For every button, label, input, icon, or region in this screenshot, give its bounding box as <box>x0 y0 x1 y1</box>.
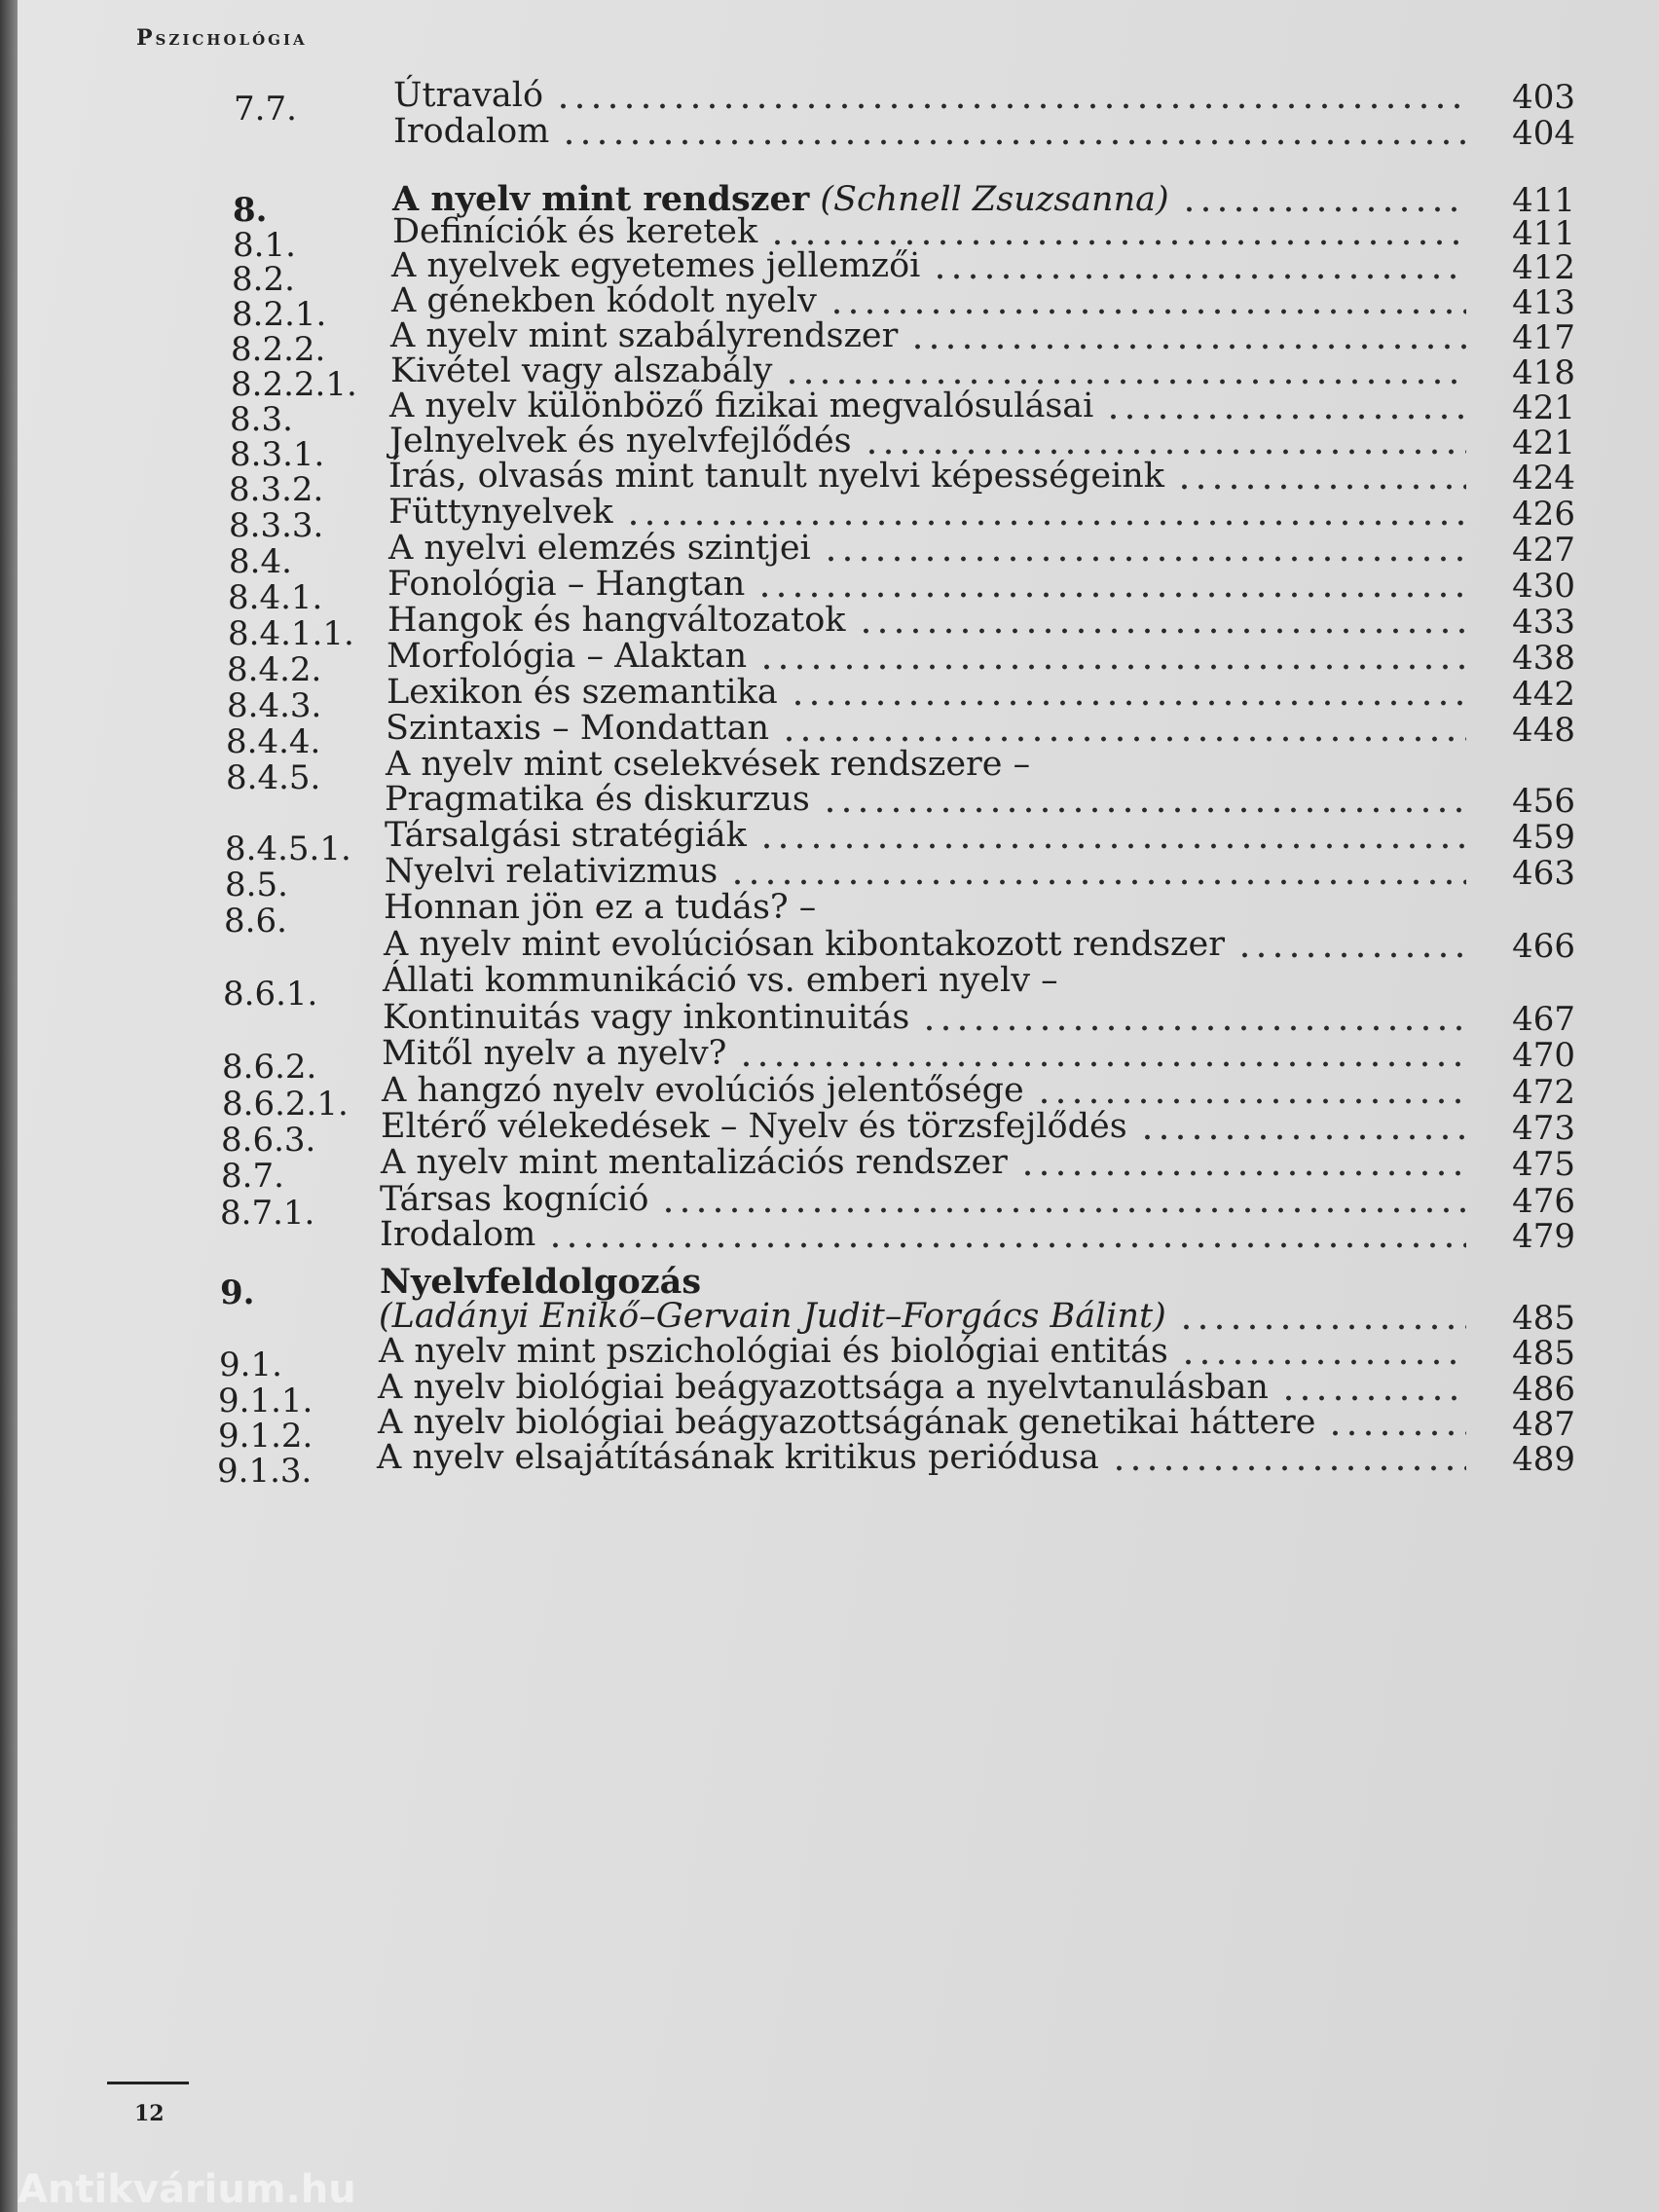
toc-entry-page: 485 <box>1512 1299 1575 1338</box>
toc-entry-title-text: Társas kogníció <box>380 1180 649 1219</box>
toc-entry-title <box>391 281 817 320</box>
toc-leader-dots <box>829 309 1466 314</box>
toc-leader-dots <box>1139 1134 1466 1140</box>
toc-entry-title-text: A génekben kódolt nyelv <box>391 281 817 320</box>
toc-entry-page: 417 <box>1512 318 1575 357</box>
toc-leader-dots <box>1280 1395 1466 1401</box>
toc-entry-page: 403 <box>1512 78 1575 117</box>
toc-entry-title <box>383 961 1058 1000</box>
toc-entry-page: 472 <box>1512 1073 1575 1112</box>
toc-entry-title <box>387 673 778 712</box>
toc-leader-dots <box>1176 484 1466 490</box>
toc-entry-title <box>387 637 747 676</box>
toc-entry-title-text: Állati kommunikáció vs. emberi nyelv – <box>383 961 1058 1000</box>
toc-leader-dots <box>1111 1465 1466 1471</box>
toc-entry-title-text: Lexikon és szemantika <box>387 673 778 712</box>
toc-entry-page: 404 <box>1512 114 1575 153</box>
toc-entry-title-text: Definíciók és keretek <box>392 212 758 251</box>
toc-entry-page: 411 <box>1512 214 1575 253</box>
toc-leader-dots <box>1036 1098 1466 1104</box>
toc-leader-dots <box>921 1025 1466 1031</box>
toc-entry-title <box>386 745 1030 784</box>
toc-entry-number: 8.6.2.1. <box>222 1085 349 1124</box>
toc-entry-title-text: Mitől nyelv a nyelv? <box>382 1034 727 1073</box>
toc-entry-title <box>380 1180 648 1219</box>
table-of-contents <box>18 0 1659 2212</box>
toc-entry-page: 424 <box>1512 459 1575 498</box>
toc-entry-title <box>382 1034 726 1073</box>
toc-entry-title <box>391 246 920 285</box>
toc-entry-title-text: A nyelv biológiai beágyazottságának genetikai háttere <box>378 1403 1316 1442</box>
toc-entry-number: 8.2.2. <box>231 330 326 369</box>
toc-leader-dots <box>547 1242 1466 1248</box>
toc-entry-number: 8.7.1. <box>220 1194 315 1233</box>
toc-leader-dots <box>1019 1170 1466 1176</box>
watermark: Antikvárium.hu <box>18 2167 356 2212</box>
toc-entry-title <box>378 1368 1269 1407</box>
toc-entry-number: 8.1. <box>233 226 296 265</box>
toc-leader-dots <box>561 139 1466 145</box>
toc-entry-page: 466 <box>1512 927 1575 966</box>
toc-entry-title <box>384 925 1225 964</box>
toc-entry-number: 8.4.5. <box>226 758 321 797</box>
toc-leader-dots <box>729 879 1466 885</box>
toc-entry-number: 8.6. <box>224 902 287 940</box>
toc-entry-page: 411 <box>1512 181 1575 220</box>
toc-entry-title-text: Nyelvfeldolgozás <box>380 1262 702 1302</box>
toc-entry-number: 8.7. <box>221 1157 284 1196</box>
toc-entry-title-text: A nyelv mint evolúciósan kibontakozott rendszer <box>384 925 1225 964</box>
toc-entry-page: 438 <box>1512 639 1575 678</box>
toc-entry-page: 442 <box>1512 675 1575 714</box>
toc-entry-page: 485 <box>1512 1334 1575 1373</box>
toc-leader-dots <box>823 556 1466 562</box>
toc-entry-page: 489 <box>1512 1440 1575 1479</box>
toc-entry-title-text: Irodalom <box>393 112 550 151</box>
toc-entry-number: 8.4.1. <box>228 578 323 617</box>
toc-entry-number: 9.1.3. <box>217 1452 313 1491</box>
toc-entry-number: 7.7. <box>234 90 297 129</box>
toc-entry-author: (Schnell Zsuzsanna) <box>809 180 1169 219</box>
toc-entry-number: 8.3.3. <box>229 506 324 545</box>
toc-entry-title-text: Morfológia – Alaktan <box>387 637 748 676</box>
toc-entry-page: 427 <box>1512 531 1575 570</box>
toc-entry-page: 467 <box>1512 1000 1575 1039</box>
toc-leader-dots <box>555 103 1466 109</box>
toc-entry-title-text: A nyelv különböző fizikai megvalósulásai <box>389 387 1094 425</box>
toc-entry-title-text: Jelnyelvek és nyelvfejlődés <box>389 422 852 461</box>
toc-entry-page: 448 <box>1512 711 1575 750</box>
toc-entry-title-text: Honnan jön ez a tudás? – <box>384 888 817 927</box>
toc-leader-dots <box>784 379 1466 385</box>
toc-entry-number: 8.4.5.1. <box>225 830 351 868</box>
toc-entry-page: 430 <box>1512 567 1575 606</box>
toc-leader-dots <box>1105 414 1466 420</box>
toc-entry-title-text: A hangzó nyelv evolúciós jelentősége <box>382 1071 1024 1110</box>
toc-leader-dots <box>756 592 1466 598</box>
running-head: Pszichológia <box>136 25 308 51</box>
toc-entry-title <box>388 529 811 568</box>
toc-entry-title-text: A nyelv mint mentalizációs rendszer <box>381 1143 1008 1182</box>
toc-entry-title <box>382 1071 1024 1110</box>
toc-entry-number: 9. <box>220 1273 255 1312</box>
toc-entry-title-text: Eltérő vélekedések – Nyelv és törzsfejlődés <box>381 1107 1127 1146</box>
toc-entry-title <box>386 709 769 748</box>
toc-entry-title-text: Szintaxis – Mondattan <box>386 709 769 748</box>
toc-entry-title <box>389 422 852 461</box>
page-number: 12 <box>134 2101 165 2126</box>
toc-entry-number: 8.4.1.1. <box>228 614 354 653</box>
toc-entry-title <box>380 1215 535 1254</box>
toc-entry-title-text: Írás, olvasás mint tanult nyelvi képességeink <box>388 457 1165 496</box>
toc-entry-page: 426 <box>1512 495 1575 534</box>
page-edge-shadow <box>0 0 18 2212</box>
toc-entry-number: 8.3. <box>230 400 293 439</box>
toc-entry-title <box>383 998 909 1037</box>
toc-entry-page: 473 <box>1512 1109 1575 1148</box>
toc-entry-author: (Ladányi Enikő–Gervain Judit–Forgács Bálint) <box>379 1297 1166 1336</box>
toc-entry-title-text: A nyelv mint rendszer <box>392 179 810 219</box>
toc-entry <box>18 112 1659 159</box>
toc-leader-dots <box>932 274 1466 279</box>
toc-entry-page: 413 <box>1512 283 1575 322</box>
book-page <box>18 0 1659 2212</box>
toc-leader-dots <box>769 240 1466 245</box>
toc-entry-page: 433 <box>1512 603 1575 642</box>
toc-leader-dots <box>1236 952 1466 958</box>
toc-entry-title <box>385 780 810 819</box>
toc-entry-number: 8.3.1. <box>230 435 325 474</box>
toc-entry-number: 8.3.2. <box>229 470 324 509</box>
toc-leader-dots <box>781 736 1466 742</box>
toc-entry-number: 8.2.2.1. <box>231 365 357 404</box>
toc-leader-dots <box>758 664 1466 670</box>
toc-entry-title-text: A nyelvek egyetemes jellemzői <box>391 246 921 285</box>
toc-entry-title <box>378 1403 1315 1442</box>
toc-entry-page: 421 <box>1512 424 1575 462</box>
toc-entry-page: 463 <box>1512 854 1575 893</box>
toc-entry-title <box>379 1332 1168 1371</box>
toc-leader-dots <box>738 1061 1466 1067</box>
toc-leader-dots <box>822 807 1466 813</box>
folio-rule <box>107 2082 189 2084</box>
toc-leader-dots <box>864 449 1466 455</box>
toc-entry-title-text: Kontinuitás vagy inkontinuitás <box>383 998 910 1037</box>
toc-entry-title <box>384 888 816 927</box>
toc-entry-title-text: A nyelv elsajátításának kritikus periódusa <box>377 1438 1099 1477</box>
toc-entry-title <box>390 316 898 355</box>
toc-entry-page: 470 <box>1512 1036 1575 1075</box>
toc-entry-title-text: Füttynyelvek <box>388 493 613 532</box>
toc-entry-title <box>393 76 543 115</box>
toc-entry-title-text: Hangok és hangváltozatok <box>387 601 846 640</box>
toc-entry-title-text: Kivétel vagy alszabály <box>390 351 773 390</box>
toc-entry-number: 8.2. <box>232 260 295 299</box>
toc-entry-title-text: Útravaló <box>393 76 544 115</box>
toc-entry-title <box>387 565 745 604</box>
toc-entry-title-text: Pragmatika és diskurzus <box>385 780 810 819</box>
toc-leader-dots <box>1180 1359 1466 1365</box>
toc-entry-number: 8.6.3. <box>221 1121 316 1160</box>
toc-entry <box>18 1438 1659 1491</box>
toc-entry-number: 8.6.1. <box>223 975 318 1014</box>
toc-entry-title <box>388 457 1164 496</box>
toc-entry-title <box>385 816 747 855</box>
toc-entry-number: 8.5. <box>225 866 288 904</box>
toc-entry-title-text: A nyelv biológiai beágyazottsága a nyelvtanulásban <box>378 1368 1269 1407</box>
toc-entry-number: 8.4.4. <box>226 722 321 761</box>
toc-entry-page: 476 <box>1512 1182 1575 1221</box>
toc-entry-title-text: A nyelv mint pszichológiai és biológiai entitás <box>379 1332 1168 1371</box>
toc-entry-number: 9.1. <box>219 1346 282 1384</box>
toc-leader-dots <box>790 700 1466 706</box>
toc-entry-title-text: A nyelv mint cselekvések rendszere – <box>386 745 1031 784</box>
toc-entry-number: 8.2.1. <box>232 295 327 334</box>
toc-entry-title <box>388 493 613 532</box>
toc-entry-number: 8.4.2. <box>227 650 322 689</box>
toc-entry-title <box>380 1262 701 1302</box>
toc-leader-dots <box>758 843 1466 849</box>
toc-entry-title-text: Irodalom <box>380 1215 536 1254</box>
toc-entry-page: 456 <box>1512 782 1575 821</box>
toc-entry-title-text: A nyelvi elemzés szintjei <box>388 529 811 568</box>
toc-entry-number: 8.4. <box>229 542 292 581</box>
toc-entry-page: 412 <box>1512 248 1575 287</box>
toc-entry-number: 9.1.2. <box>218 1417 313 1456</box>
toc-entry-page: 459 <box>1512 818 1575 857</box>
toc-leader-dots <box>1178 1324 1466 1330</box>
toc-entry-title <box>381 1143 1008 1182</box>
toc-leader-dots <box>858 628 1466 634</box>
toc-entry-page: 479 <box>1512 1217 1575 1256</box>
toc-entry-number: 8.6.2. <box>222 1048 317 1087</box>
toc-entry <box>18 1215 1659 1262</box>
toc-entry-title-text: A nyelv mint szabályrendszer <box>390 316 899 355</box>
toc-entry-number: 8. <box>233 191 268 230</box>
toc-entry-title-text: Társalgási stratégiák <box>385 816 747 855</box>
toc-entry-title <box>392 212 757 251</box>
toc-entry-title <box>385 852 718 891</box>
toc-entry-number: 8.4.3. <box>227 686 322 725</box>
toc-entry-title <box>390 351 772 390</box>
toc-entry-title <box>381 1107 1127 1146</box>
toc-entry-title <box>379 1297 1166 1336</box>
toc-entry-page: 487 <box>1512 1405 1575 1444</box>
toc-entry-page: 475 <box>1512 1145 1575 1184</box>
toc-leader-dots <box>1327 1430 1466 1436</box>
toc-leader-dots <box>660 1207 1466 1213</box>
toc-entry-page: 418 <box>1512 353 1575 392</box>
toc-leader-dots <box>909 344 1466 350</box>
toc-entry-page: 421 <box>1512 388 1575 427</box>
toc-entry-title-text: Fonológia – Hangtan <box>387 565 746 604</box>
toc-entry-title <box>389 387 1093 425</box>
toc-leader-dots <box>625 520 1466 526</box>
toc-entry-number: 9.1.1. <box>218 1382 313 1420</box>
toc-entry-title <box>387 601 846 640</box>
toc-entry-title-text: Nyelvi relativizmus <box>385 852 719 891</box>
toc-entry-page: 486 <box>1512 1370 1575 1409</box>
toc-entry-title <box>377 1438 1099 1477</box>
toc-entry-title <box>393 112 549 151</box>
